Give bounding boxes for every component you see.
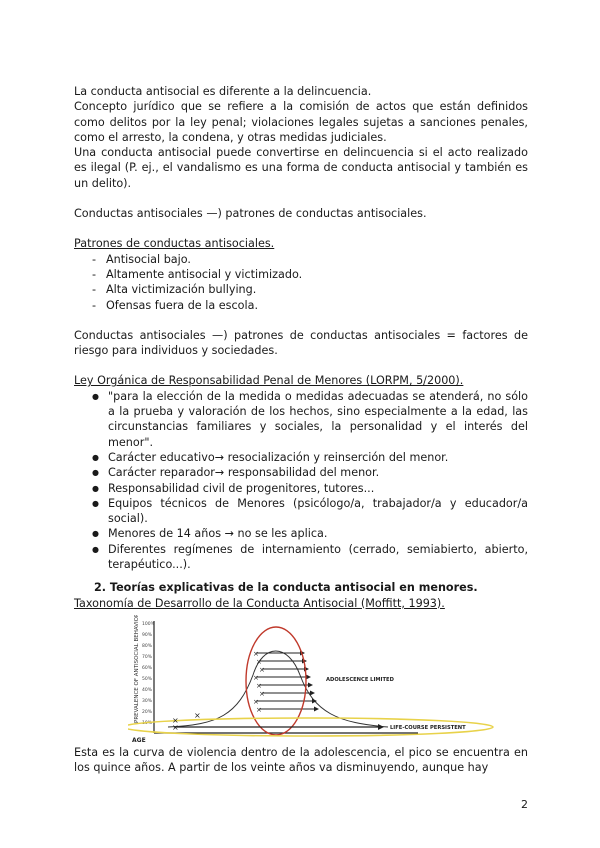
list-item: ● "para la elección de la medida o medidas adecuadas se atenderá, no sólo a la prueba y valoración de los hechos, sino especialmente a la edad, las circunstancias familiares y sociales, la personalidad y el interés del menor".: [92, 389, 528, 450]
marker-x: ×: [259, 665, 265, 674]
y-tick-label: 10%: [142, 720, 153, 726]
law-list: [74, 389, 528, 573]
list-item: ● Diferentes regímenes de internamiento (cerrado, semiabierto, abierto, terapéutico...).: [92, 542, 528, 573]
paragraph-5: Conductas antisociales —) patrones de conductas antisociales = factores de riesgo para individuos y sociedades.: [74, 328, 528, 358]
marker-x: ×: [253, 673, 259, 682]
paragraph-4: Conductas antisociales —) patrones de conductas antisociales.: [74, 207, 427, 221]
arrow-head: [378, 724, 384, 730]
list-item: ● Carácter educativo→ resocialización y reinserción del menor.: [92, 450, 528, 465]
marker-x: ×: [256, 657, 262, 666]
marker-x: ×: [259, 689, 265, 698]
age-crime-curve: [168, 651, 388, 727]
patterns-list: [74, 252, 528, 313]
y-tick-label: 50%: [142, 676, 153, 682]
moffitt-figure: [128, 615, 508, 745]
marker-x: ×: [253, 697, 259, 706]
y-tick-label: 70%: [142, 654, 153, 660]
list-item: - Altamente antisocial y victimizado.: [92, 267, 528, 282]
y-tick-label: 20%: [142, 709, 153, 715]
arrow-head: [308, 682, 313, 687]
arrow-head: [310, 690, 315, 695]
arrow-head: [306, 674, 311, 679]
section-heading: 2. Teorías explicativas de la conducta antisocial en menores.: [94, 581, 478, 595]
taxonomy-title: Taxonomía de Desarrollo de la Conducta Antisocial (Moffitt, 1993).: [74, 596, 445, 610]
list-item: ● Responsabilidad civil de progenitores, tutores...: [92, 481, 528, 496]
y-tick-label: 100%: [142, 621, 155, 627]
patterns-title: Patrones de conductas antisociales.: [74, 237, 275, 251]
list-item: - Alta victimización bullying.: [92, 282, 528, 297]
y-tick-label: 80%: [142, 643, 153, 649]
y-tick-label: 60%: [142, 665, 153, 671]
y-axis-label: PREVALENCE OF ANTISOCIAL BEHAVIOR: [134, 614, 140, 723]
list-item: ● Equipos técnicos de Menores (psicólogo/a, trabajador/a y educador/a social).: [92, 496, 528, 527]
arrow-head: [314, 706, 319, 711]
paragraph-2: Concepto jurídico que se refiere a la comisión de actos que están definidos como delitos por la ley penal; violaciones legales sujetas a sanciones penales, como el arresto, la condena, y otras medidas judiciales.: [74, 100, 528, 144]
paragraph-3: Una conducta antisocial puede convertirse en delincuencia si el acto realizado es ilegal (P. ej., el vandalismo es una forma de conducta antisocial y también es un delito).: [74, 146, 528, 190]
law-title: Ley Orgánica de Responsabilidad Penal de Menores (LORPM, 5/2000).: [74, 374, 464, 388]
marker-x: ×: [172, 722, 179, 732]
list-item: ● Menores de 14 años → no se les aplica.: [92, 526, 528, 541]
marker-x: ×: [172, 715, 179, 725]
marker-x: ×: [253, 649, 259, 658]
paragraph-6: Esta es la curva de violencia dentro de la adolescencia, el pico se encuentra en los quince años. A partir de los veinte años va disminuyendo, aunque hay: [74, 745, 528, 775]
page-number: 2: [521, 798, 528, 811]
marker-x: ×: [194, 710, 201, 720]
list-item: - Ofensas fuera de la escola.: [92, 298, 528, 313]
list-item: - Antisocial bajo.: [92, 252, 528, 267]
adolescence-arrows: [253, 650, 319, 714]
marker-x: ×: [256, 681, 262, 690]
y-tick-label: 30%: [142, 698, 153, 704]
moffitt-chart: [128, 615, 508, 745]
x-axis-label: AGE: [132, 736, 146, 744]
paragraph-1: La conducta antisocial es diferente a la delincuencia.: [74, 85, 372, 98]
y-tick-label: 40%: [142, 687, 153, 693]
y-tick-label: 90%: [142, 632, 153, 638]
list-item: ● Carácter reparador→ responsabilidad del menor.: [92, 465, 528, 480]
document-page: [74, 84, 528, 776]
life-course-label: LIFE-COURSE PERSISTENT: [390, 724, 466, 731]
adolescence-label: ADOLESCENCE LIMITED: [326, 676, 394, 683]
marker-x: ×: [256, 705, 262, 714]
